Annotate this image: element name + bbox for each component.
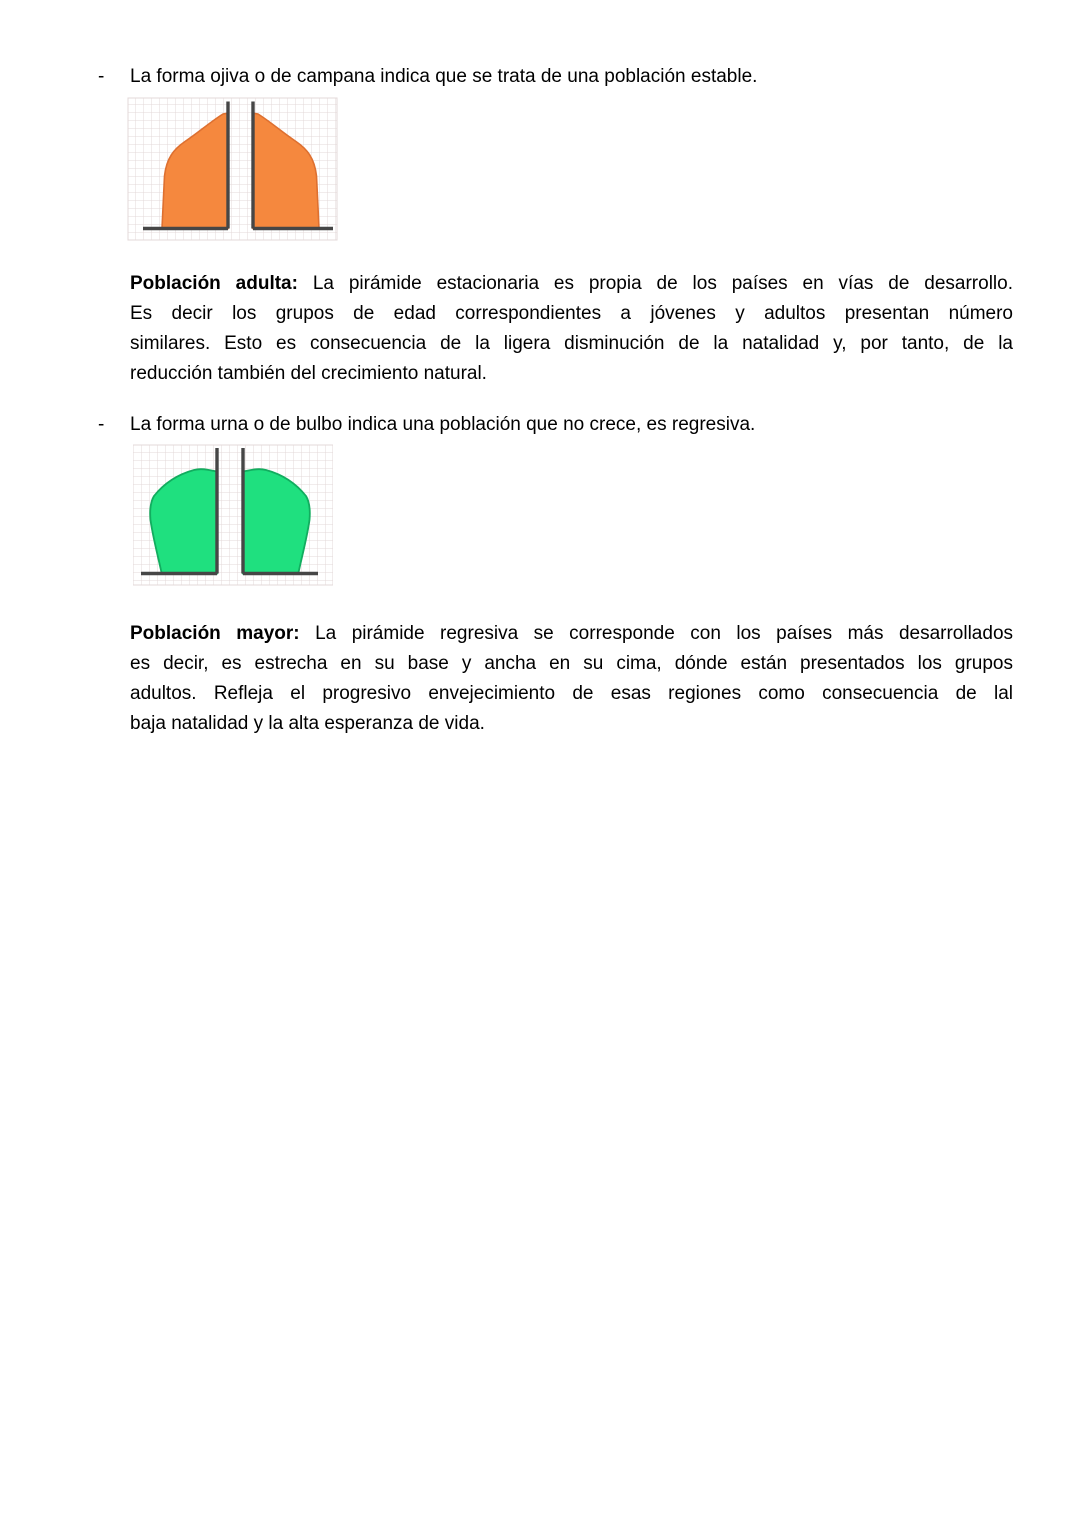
paragraph-elderly-population	[130, 619, 1013, 739]
paragraph-line: es decir, es estrecha en su base y ancha en su cima, dónde están presentados los grupos	[130, 653, 1013, 674]
paragraph-lead-bold: Población adulta:	[130, 273, 298, 294]
paragraph-lead-rest: La pirámide regresiva se corresponde con los países más desarrollados	[299, 623, 1014, 644]
figure-stationary-pyramid	[127, 96, 340, 242]
paragraph-line	[130, 619, 1013, 649]
paragraph-line: Es decir los grupos de edad correspondientes a jóvenes y adultos presentan número	[130, 303, 1013, 324]
paragraph-lead-bold: Población mayor:	[130, 623, 300, 644]
bullet-marker: -	[98, 414, 105, 435]
paragraph-line: baja natalidad y la alta esperanza de vida.	[130, 713, 485, 734]
bullet-item-stable-population	[98, 64, 1013, 90]
bullet-text: La forma urna o de bulbo indica una población que no crece, es regresiva.	[130, 414, 756, 435]
paragraph-line: reducción también del crecimiento natural.	[130, 363, 487, 384]
paragraph-adult-population	[130, 269, 1013, 389]
bullet-marker: -	[98, 66, 105, 87]
paragraph-line	[130, 269, 1013, 299]
figure-regressive-pyramid	[133, 444, 333, 586]
paragraph-line: similares. Esto es consecuencia de la ligera disminución de la natalidad y, por tanto, de la	[130, 333, 1013, 354]
bullet-text: La forma ojiva o de campana indica que se trata de una población estable.	[130, 66, 758, 87]
paragraph-line: adultos. Refleja el progresivo envejecimiento de esas regiones como consecuencia de lal	[130, 683, 1013, 704]
bullet-item-regressive-population	[98, 412, 1013, 438]
paragraph-lead-rest: La pirámide estacionaria es propia de los países en vías de desarrollo.	[297, 273, 1013, 294]
page-content	[0, 0, 1080, 739]
